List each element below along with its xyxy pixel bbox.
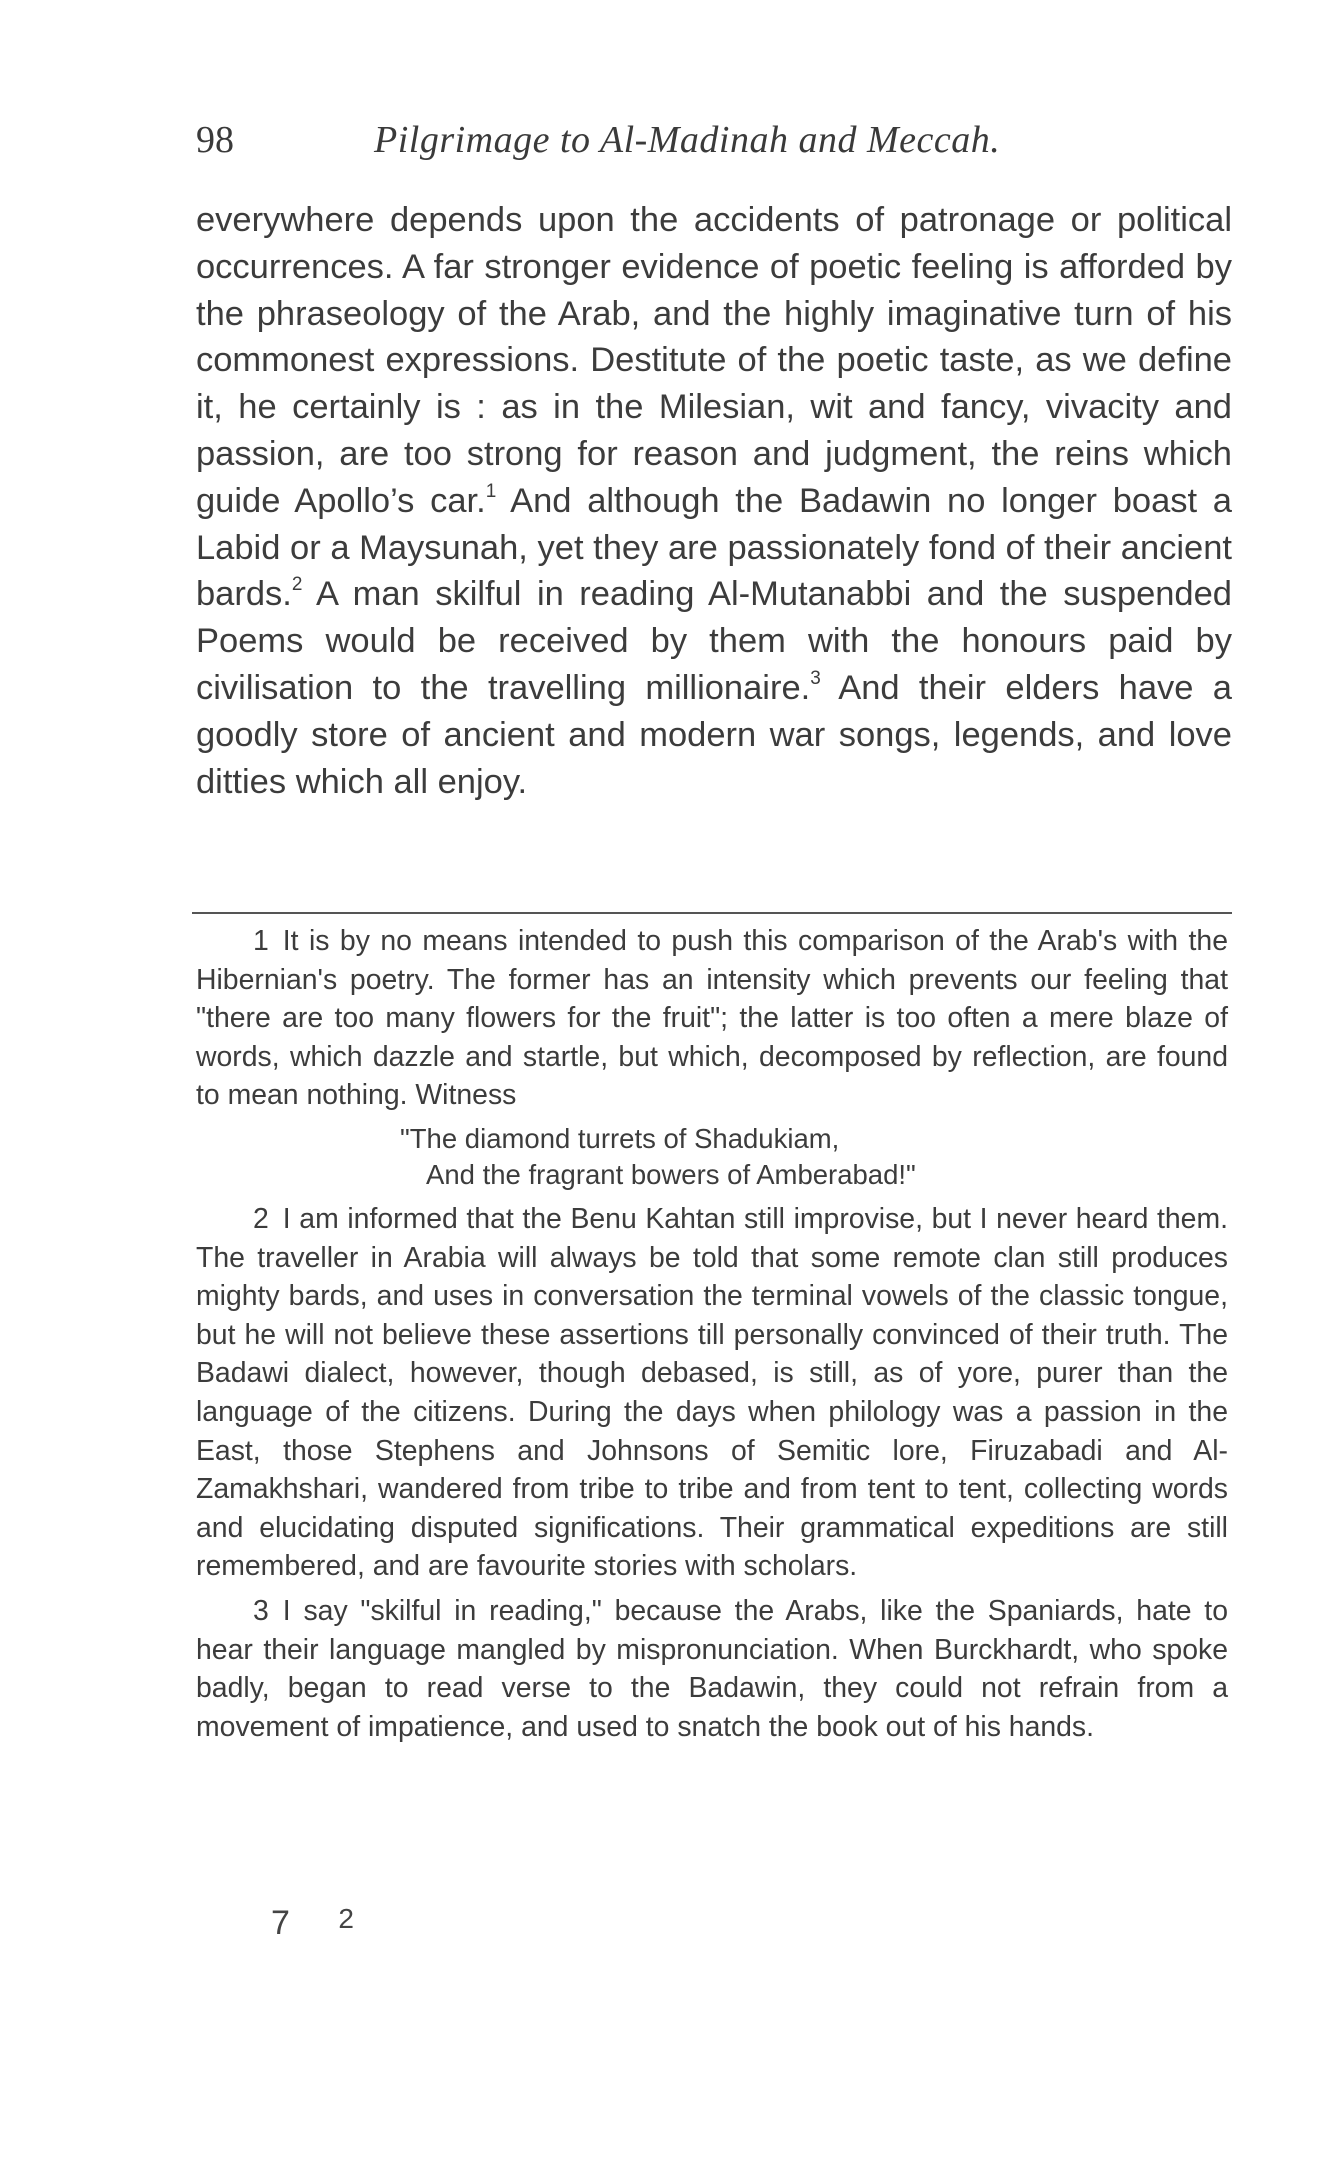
footnote-2 (196, 1200, 1228, 1586)
footnote-number: 2 (253, 1202, 269, 1235)
footnote-ref-3: 3 (810, 667, 821, 689)
footnote-3 (196, 1592, 1228, 1746)
footnote-1 (196, 922, 1228, 1115)
body-text-segment: And their elders have a goodly store of ancient and modern war songs, legends, and love ditties which all enjoy. (196, 668, 1232, 801)
footnote-divider (192, 912, 1232, 914)
verse-line: And the fragrant bowers of Amberabad!" (426, 1159, 916, 1191)
body-text-segment: everywhere depends upon the accidents of patronage or political occurrences. A far stronger evidence of poetic feeling is afforded by the phraseology of the Arab, and the highly imaginative turn of his commonest expressions. Destitute of the poetic taste, as we define it, he certainly is : as in the Milesian, wit and fancy, vivacity and passion, are too strong for reason and judgment, the reins which guide Apollo’s car. (196, 201, 1232, 520)
page-header (196, 118, 1236, 178)
footnote-text: It is by no means intended to push this comparison of the Arab's with the Hibernian's poetry. The former has an intensity which prevents our feeling that "there are too many flowers for the fruit"; the latter is too often a mere blaze of words, which dazzle and startle, but which, decomposed by reflection, are found to mean nothing. Witness (196, 925, 1228, 1112)
verse-line: "The diamond turrets of Shadukiam, (400, 1122, 840, 1154)
footnotes (196, 922, 1228, 1752)
footnote-number: 3 (253, 1594, 269, 1627)
footnote-text: I am informed that the Benu Kahtan still improvise, but I never heard them. The traveller in Arabia will always be told that some remote clan still produces mighty bards, and uses in conversation the terminal vowels of the classic tongue, but he will not believe these assertions till personally convinced of their truth. The Badawi dialect, however, though debased, is still, as of yore, purer than the language of the citizens. During the days when philology was a passion in the East, those Stephens and Johnsons of Semitic lore, Firuzabadi and Al-Zamakhshari, wandered from tribe to tribe and from tent to tent, collecting words and elucidating disputed significations. Their grammatical expeditions are still remembered, and are favourite stories with scholars. (196, 1202, 1228, 1583)
body-paragraph (196, 197, 1232, 805)
running-title: Pilgrimage to Al-Madinah and Meccah. (374, 119, 1001, 161)
footnote-ref-1: 1 (485, 480, 497, 502)
printer-signature-mark (271, 1904, 354, 1943)
body-text-segment: A man skilful in reading Al-Mutanabbi and the suspended Poems would be received by them with the honours paid by civilisation to the travelling millionaire. (196, 575, 1232, 707)
footnote-number: 1 (253, 925, 269, 957)
signature-number: 7 (271, 1904, 290, 1942)
body-text (196, 197, 1232, 805)
signature-number: 2 (338, 1903, 354, 1934)
page-number: 98 (196, 119, 234, 161)
footnote-ref-2: 2 (291, 574, 303, 596)
body-text-segment: And although the Badawin no longer boast a Labid or a Maysunah, yet they are passionately fond of their ancient bards. (196, 481, 1232, 614)
footnote-text: I say "skilful in reading," because the Arabs, like the Spaniards, hate to hear their language mangled by mispronunciation. When Burckhardt, who spoke badly, began to read verse to the Badawin, they could not refrain from a movement of impatience, and used to snatch the book out of his hands. (196, 1594, 1228, 1743)
verse-quote (196, 1121, 1228, 1194)
